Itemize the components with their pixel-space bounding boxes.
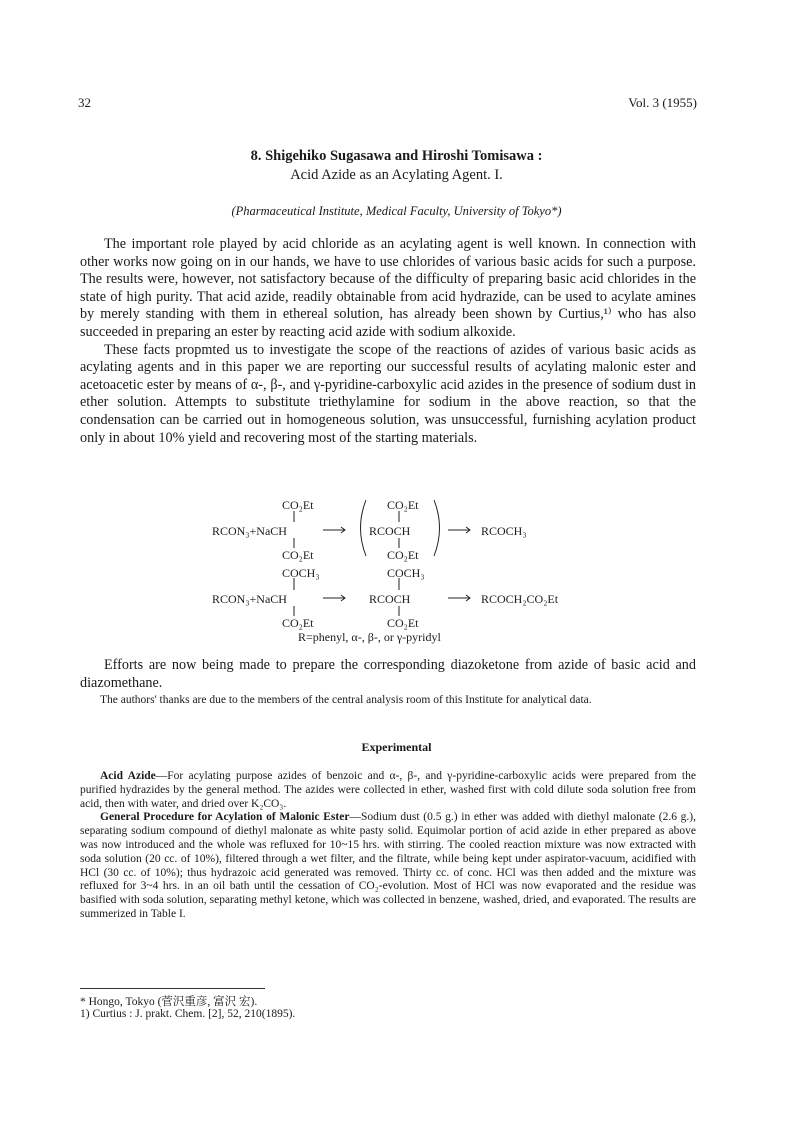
scheme-legend: R=phenyl, α-, β-, or γ-pyridyl: [298, 630, 441, 644]
row2-mid: RCOCH: [369, 592, 411, 606]
page-number: 32: [78, 95, 91, 110]
affiliation: (Pharmaceutical Institute, Medical Faculty, University of Tokyo*): [231, 204, 562, 218]
footnote-rule: [80, 988, 265, 989]
introduction: [80, 236, 696, 447]
experimental-section: [80, 770, 696, 922]
paragraph-3-text: Efforts are now being made to prepare the corresponding diazoketone from azide of basic acid and diazomethane.: [80, 657, 696, 691]
malonic-title: General Procedure for Acylation of Malonic Ester: [100, 811, 350, 824]
acknowledgement: [80, 694, 696, 708]
row1-bottom: CO₂Et: [282, 548, 314, 562]
footnote-ref1: 1) Curtius : J. prakt. Chem. [2], 52, 210(1895).: [80, 1008, 296, 1020]
row1-product: RCOCH₃: [481, 524, 527, 538]
row1-reagent: RCON₃+NaCH: [212, 524, 287, 538]
row1-mid: RCOCH: [369, 524, 411, 538]
row2-product: RCOCH₂CO₂Et: [481, 592, 559, 606]
row1-mid-top: CO₂Et: [387, 498, 419, 512]
acknowledgement-text: The authors' thanks are due to the members of the central analysis room of this Institute for analytical data.: [100, 694, 592, 706]
row1-mid-bottom: CO₂Et: [387, 548, 419, 562]
reaction-scheme: [0, 496, 793, 646]
article-title: Acid Azide as an Acylating Agent. I.: [290, 167, 503, 183]
article-authors: 8. Shigehiko Sugasawa and Hiroshi Tomisawa :: [250, 148, 543, 164]
acid-azide-title: Acid Azide: [100, 770, 156, 782]
row2-mid-top: COCH₃: [387, 566, 425, 580]
experimental-heading: Experimental: [361, 740, 432, 754]
row2-bottom: CO₂Et: [282, 616, 314, 630]
row2-reagent: RCON₃+NaCH: [212, 592, 287, 606]
malonic-text: —Sodium dust (0.5 g.) in ether was added with diethyl malonate (2.6 g.), separating sodium compound of diethyl malonate as white pasty solid. Equimolar portion of acid azide in ether prepared as above was now introduced and the whole was refluxed for 10~15 hrs. with stirring. The cooled reaction mixture was now extracted with soda solution (20 cc. of 10%), filtered through a wet filter, and the filtrate, while being kept under aspirator-vacuum, acidified with HCl (30 cc. of 10%); thus hydrazoic acid generated was removed. Thirty cc. of conc. HCl was then added and the mixture was refluxed for 3~4 hrs. in an oil bath until the cessation of CO₂-evolution. Most of HCl was now evaporated and the residue was basified with soda solution, separating methyl ketone, which was collected in benzene, washed, dried, and evaporated. The results are summerized in Table I.: [80, 811, 696, 920]
malonic-paragraph: [80, 811, 696, 921]
intro-paragraph-2: These facts propmted us to investigate the scope of the reactions of azides of various basic acids as acylating agents and in this paper we are reporting our successful results of acylating malonic ester and acetoacetic ester by means of α-, β-, and γ-pyridine-carboxylic acid azides in the presence of sodium dust in ether solution. Attempts to substitute triethylamine for sodium in the above reaction, so that the condensation can be carried out in homogeneous solution, was unsuccessful, furnishing acylation product only in about 10% yield and recovering most of the starting materials.: [80, 341, 696, 446]
row2-top: COCH₃: [282, 566, 320, 580]
acid-azide-text: —For acylating purpose azides of benzoic and α-, β-, and γ-pyridine-carboxylic acids were prepared from the purified hydrazides by the general method. The azides were collected in ether, washed first with cold dilute soda solution free from acid, then with water, and dried over K₂CO₃.: [80, 770, 696, 810]
intro-paragraph-1: The important role played by acid chloride as an acylating agent is well known. In connection with other works now going on in our hands, we have to use chlorides of various basic acids for such a purpose. The results were, however, not satisfactory because of the difficulty of preparing basic acid chlorides in the state of high purity. That acid azide, readily obtainable from acid hydrazide, can be used to acylate amines by merely standing with them in ethereal solution, has already been shown by Curtius,¹⁾ who has also succeeded in preparing an ester by reacting acid azide with sodium alkoxide.: [80, 236, 696, 340]
volume-label: Vol. 3 (1955): [628, 95, 697, 110]
paragraph-3: [80, 657, 696, 692]
footnote-star: * Hongo, Tokyo (菅沢重彦, 富沢 宏).: [80, 996, 258, 1008]
acid-azide-paragraph: [80, 770, 696, 811]
row1-top: CO₂Et: [282, 498, 314, 512]
row2-mid-bottom: CO₂Et: [387, 616, 419, 630]
